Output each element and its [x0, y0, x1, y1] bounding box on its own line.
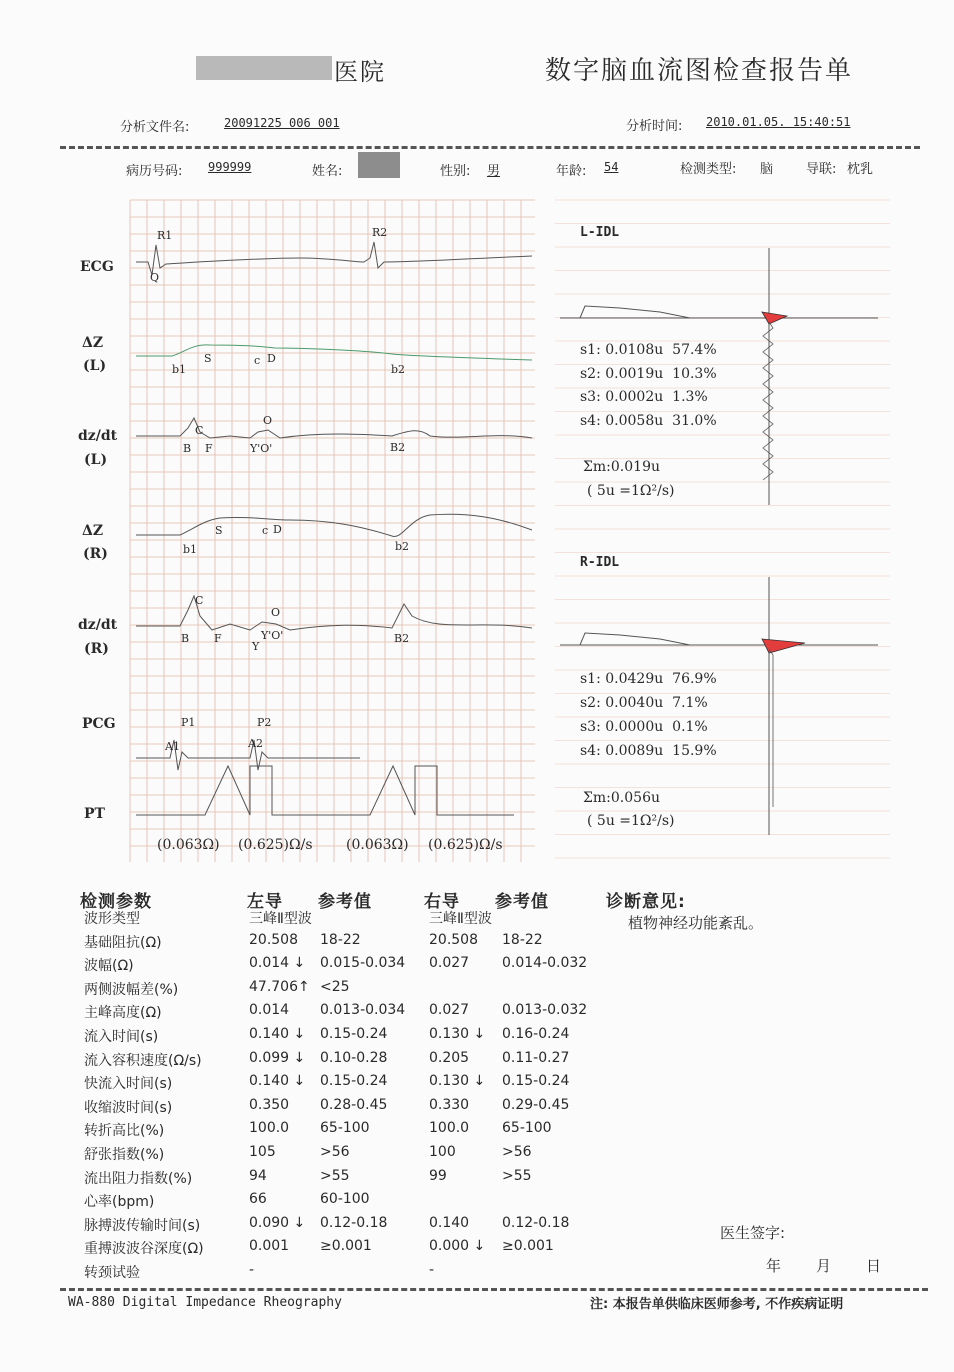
param-value: 94	[249, 1167, 267, 1184]
scale-label-4: (0.625)Ω/s	[428, 837, 503, 853]
sex-label: 性别:	[440, 164, 471, 179]
param-value: 65-100	[320, 1120, 370, 1137]
idl-grid	[555, 200, 890, 858]
signature-month: 月	[816, 1257, 832, 1275]
pt-trace	[136, 766, 514, 815]
dz-right-side: (R)	[83, 546, 108, 562]
param-value: 100.0	[429, 1120, 470, 1137]
param-value: 0.130 ↓	[429, 1073, 486, 1090]
param-value: 0.15-0.24	[320, 1073, 388, 1090]
marker-a1: A1	[165, 740, 180, 753]
dzdt-left-label: dz/dt	[78, 428, 118, 444]
sex-value: 男	[487, 164, 501, 179]
param-value: 100	[429, 1144, 456, 1160]
marker-B-right: B	[181, 632, 190, 645]
type-value: 脑	[760, 162, 774, 177]
file-label: 分析文件名:	[120, 120, 190, 135]
marker-s-right: S	[215, 524, 223, 537]
time-label: 分析时间:	[626, 119, 683, 134]
param-value: 0.130 ↓	[429, 1026, 486, 1042]
param-name: 心率(bpm)	[84, 1194, 155, 1211]
param-value: 三峰Ⅱ型波	[429, 911, 492, 927]
diagnosis-text: 植物神经功能紊乱。	[628, 914, 764, 932]
marker-b2-right: b2	[395, 540, 410, 553]
table-header-left-ref: 参考值	[318, 892, 372, 912]
marker-p2: P2	[257, 716, 272, 729]
pcg-label: PCG	[82, 716, 116, 732]
param-name: 快流入时间(s)	[84, 1076, 173, 1093]
param-name: 波幅(Ω)	[84, 958, 134, 975]
table-header-right-ref: 参考值	[495, 892, 549, 912]
record-value: 999999	[208, 160, 252, 174]
marker-B2-right: B2	[394, 632, 410, 645]
param-value: 60-100	[320, 1191, 370, 1208]
param-value: ≥0.001	[320, 1238, 372, 1255]
param-value: 100.0	[249, 1120, 290, 1137]
marker-F-left: F	[205, 442, 213, 455]
param-name: 重搏波波谷深度(Ω)	[84, 1241, 204, 1258]
r-idl-profile	[580, 633, 690, 645]
param-value: 0.16-0.24	[502, 1026, 570, 1042]
report-title: 数字脑血流图检查报告单	[545, 56, 854, 86]
marker-d-right: D	[273, 523, 282, 536]
param-value: 18-22	[502, 931, 543, 948]
param-value: 0.12-0.18	[502, 1214, 570, 1231]
param-value: 0.013-0.034	[320, 1002, 406, 1019]
param-value: <25	[320, 978, 350, 995]
param-value: 0.330	[429, 1096, 470, 1113]
param-value: 0.29-0.45	[502, 1096, 570, 1113]
age-label: 年龄:	[556, 164, 587, 179]
param-value: >55	[320, 1167, 350, 1184]
param-value: -	[429, 1262, 435, 1278]
signature-label: 医生签字:	[720, 1224, 786, 1242]
param-name: 基础阻抗(Ω)	[84, 934, 162, 951]
marker-C-right: C	[195, 594, 204, 607]
param-value: 18-22	[320, 931, 361, 948]
r-idl-s1: s1: 0.0429u 76.9%	[580, 671, 717, 687]
r-idl-s4: s4: 0.0089u 15.9%	[580, 743, 717, 759]
param-name: 流出阻力指数(%)	[84, 1170, 193, 1187]
param-name: 收缩波时间(s)	[84, 1099, 173, 1116]
device-name: WA-880 Digital Impedance Rheography	[68, 1295, 342, 1310]
pt-label: PT	[84, 806, 105, 822]
param-value: 0.027	[429, 955, 470, 972]
l-idl-s4: s4: 0.0058u 31.0%	[580, 413, 717, 429]
name-label: 姓名:	[312, 164, 343, 179]
param-value: 0.11-0.27	[502, 1049, 570, 1066]
dzdt-left-side: (L)	[84, 452, 108, 468]
marker-yo-right: Y'O'	[261, 629, 284, 642]
param-value: 0.28-0.45	[320, 1096, 388, 1113]
marker-p1: P1	[181, 716, 196, 729]
lead-label: 导联:	[806, 162, 837, 177]
marker-O-left: O	[263, 414, 273, 427]
table-header-right: 右导	[424, 892, 460, 912]
param-value: 20.508	[429, 931, 478, 948]
param-name: 两侧波幅差(%)	[84, 981, 179, 998]
marker-B-left: B	[183, 442, 192, 455]
param-value: 105	[249, 1144, 276, 1160]
l-idl-title: L-IDL	[580, 225, 620, 240]
param-name: 转颈试验	[84, 1265, 140, 1281]
param-value: 99	[429, 1167, 447, 1184]
marker-O-right: O	[271, 606, 281, 619]
param-value: 0.12-0.18	[320, 1214, 388, 1231]
table-header-param: 检测参数	[80, 892, 152, 912]
param-value: 0.350	[249, 1096, 290, 1113]
type-label: 检测类型:	[680, 162, 737, 177]
marker-r2: R2	[372, 226, 388, 239]
signature-day: 日	[866, 1257, 882, 1275]
param-name: 波形类型	[84, 911, 140, 927]
param-value: 0.205	[429, 1049, 470, 1066]
dz-left-label: ΔZ	[82, 335, 104, 351]
marker-r1: R1	[157, 229, 173, 242]
param-value: 0.000 ↓	[429, 1238, 486, 1255]
l-idl-profile	[580, 306, 690, 318]
dz-right-label: ΔZ	[82, 523, 104, 539]
param-value: 0.014 ↓	[249, 955, 306, 972]
time-value: 2010.01.05. 15:40:51	[706, 115, 851, 129]
param-value: 47.706↑	[249, 978, 310, 995]
footer-note: 注: 本报告单供临床医师参考, 不作疾病证明	[590, 1297, 844, 1312]
footer-divider	[60, 1288, 928, 1291]
param-value: 0.140	[429, 1214, 470, 1231]
l-idl-wave	[763, 322, 773, 480]
marker-yo-left: Y'O'	[250, 442, 273, 455]
dzdt-right-label: dz/dt	[78, 617, 118, 633]
param-value: 三峰Ⅱ型波	[249, 911, 312, 927]
param-name: 转折高比(%)	[84, 1123, 165, 1140]
r-idl-sum: Σm:0.056u	[583, 790, 660, 806]
param-value: ≥0.001	[502, 1238, 554, 1255]
param-name: 主峰高度(Ω)	[84, 1005, 162, 1022]
l-idl-s2: s2: 0.0019u 10.3%	[580, 366, 717, 382]
marker-C-left: C	[195, 424, 204, 437]
l-idl-sum: Σm:0.019u	[583, 459, 660, 475]
param-value: 20.508	[249, 931, 298, 948]
lead-value: 枕乳	[847, 162, 874, 177]
age-value: 54	[604, 160, 619, 174]
param-value: 0.140 ↓	[249, 1026, 306, 1042]
dzdt-right-side: (R)	[84, 641, 109, 657]
r-idl-s2: s2: 0.0040u 7.1%	[580, 695, 708, 711]
param-value: 0.090 ↓	[249, 1214, 306, 1231]
param-name: 流入容积速度(Ω/s)	[84, 1052, 202, 1069]
param-value: 66	[249, 1191, 267, 1208]
marker-c-right: c	[262, 524, 269, 537]
param-value: 0.15-0.24	[320, 1026, 388, 1042]
table-header-left: 左导	[247, 892, 283, 912]
scale-label-3: (0.063Ω)	[346, 837, 409, 853]
param-value: >55	[502, 1167, 532, 1184]
param-value: -	[249, 1262, 255, 1278]
l-idl-s3: s3: 0.0002u 1.3%	[580, 389, 708, 405]
marker-d-left: D	[267, 352, 276, 365]
scale-label-1: (0.063Ω)	[157, 837, 220, 853]
marker-s-left: S	[204, 352, 212, 365]
param-value: 0.027	[429, 1002, 470, 1019]
l-idl-area	[762, 312, 787, 324]
marker-b1-left: b1	[172, 363, 187, 376]
param-value: 0.140 ↓	[249, 1073, 306, 1090]
scale-label-2: (0.625)Ω/s	[238, 837, 313, 853]
r-idl-title: R-IDL	[580, 555, 620, 570]
diagnosis-title: 诊断意见:	[606, 892, 686, 912]
param-value: 0.014	[249, 1002, 290, 1019]
marker-b1-right: b1	[183, 543, 198, 556]
waveform-grid	[130, 200, 535, 862]
r-idl-unit: ( 5u =1Ω²/s)	[587, 813, 675, 829]
param-name: 舒张指数(%)	[84, 1147, 165, 1163]
marker-c-left: c	[254, 354, 261, 367]
marker-q: Q	[150, 271, 160, 284]
l-idl-s1: s1: 0.0108u 57.4%	[580, 342, 717, 358]
param-name: 流入时间(s)	[84, 1029, 159, 1045]
param-value: 0.001	[249, 1238, 290, 1255]
hospital-suffix: 医院	[334, 58, 386, 86]
param-value: 0.013-0.032	[502, 1002, 588, 1019]
param-value: 0.015-0.034	[320, 955, 406, 972]
file-value: 20091225 006 001	[224, 116, 340, 130]
r-idl-s3: s3: 0.0000u 0.1%	[580, 719, 708, 735]
r-idl-wave	[769, 649, 773, 807]
dz-left-side: (L)	[83, 358, 107, 374]
ecg-label: ECG	[80, 259, 114, 275]
marker-b2-left: b2	[391, 363, 406, 376]
marker-Y-right: Y	[252, 640, 260, 653]
param-value: >56	[320, 1144, 350, 1160]
l-idl-unit: ( 5u =1Ω²/s)	[587, 483, 675, 499]
marker-F-right: F	[214, 632, 222, 645]
param-value: 0.099 ↓	[249, 1049, 306, 1066]
param-value: >56	[502, 1144, 532, 1160]
record-label: 病历号码:	[126, 164, 183, 179]
param-name: 脉搏波传输时间(s)	[84, 1217, 201, 1234]
r-idl-area	[762, 639, 805, 653]
param-value: 0.15-0.24	[502, 1073, 570, 1090]
signature-year: 年	[766, 1257, 782, 1275]
param-value: 0.10-0.28	[320, 1049, 388, 1066]
param-value: 0.014-0.032	[502, 955, 588, 972]
marker-a2: A2	[248, 737, 263, 750]
marker-B2-left: B2	[390, 441, 406, 454]
param-value: 65-100	[502, 1120, 552, 1137]
